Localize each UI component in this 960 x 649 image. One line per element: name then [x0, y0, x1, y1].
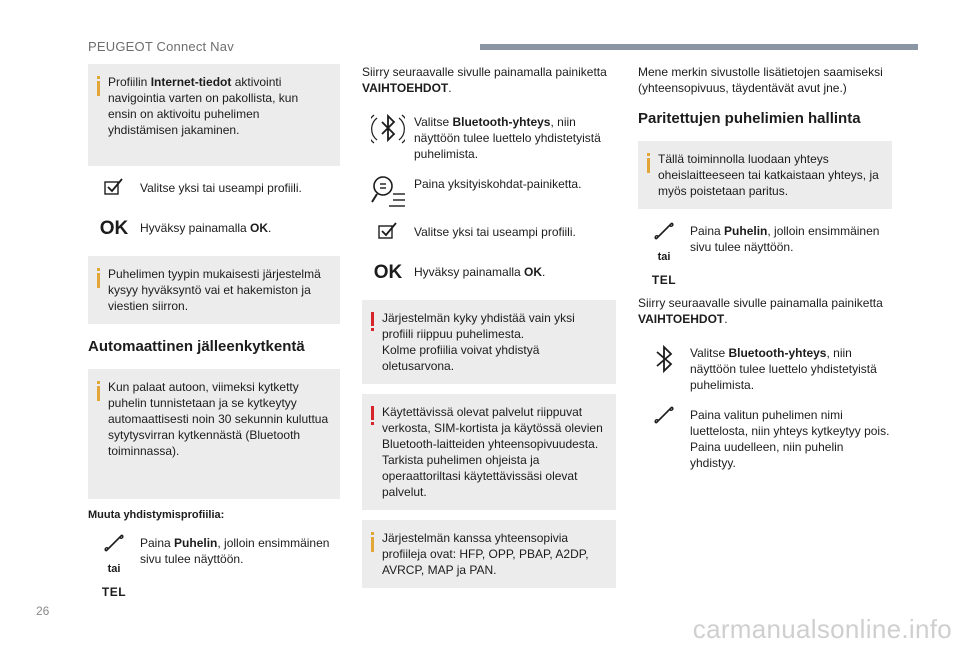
page-header-title: PEUGEOT Connect Nav — [88, 39, 234, 54]
header-bar — [480, 44, 918, 50]
bluetooth-icon — [651, 341, 677, 377]
column-2 — [362, 64, 616, 598]
section-heading-auto-reconnect: Automaattinen jälleenkytkentä — [88, 338, 305, 355]
step-select-profile: Valitse yksi tai useampi profiili. — [88, 176, 340, 206]
tel-button-label: TEL — [101, 585, 127, 599]
step-bluetooth: Valitse Bluetooth-yhteys, niin näyttöön tulee luettelo yhdistetyistä puhelimista. — [362, 110, 616, 162]
step-details: Paina yksityiskohdat-painiketta. — [362, 172, 616, 210]
info-icon — [368, 532, 378, 552]
info-icon — [94, 268, 104, 288]
info-note-pairing: Tällä toiminnolla luodaan yhteys oheislaitteeseen tai katkaistaan yhteys, ja myös poistetaan paritus. — [638, 141, 892, 209]
watermark: carmanualsonline.info — [692, 614, 952, 644]
info-icon — [644, 153, 654, 173]
phone-icon — [102, 531, 126, 555]
warning-icon — [368, 312, 378, 332]
column-3 — [638, 64, 892, 481]
info-icon — [94, 76, 104, 96]
ok-icon: OK — [99, 218, 129, 239]
warning-note-services: Käytettävissä olevat palvelut riippuvat verkosta, SIM-kortista ja käytössä olevien Bluetooth-laitteiden yhteensopivuudesta. Tarkista puhelimen ohjeista ja operaattoriltasi käytettävissäsi olevat palvelut. — [362, 394, 616, 510]
checkbox-icon — [377, 220, 399, 240]
warning-icon — [368, 406, 378, 426]
phone-icon — [652, 403, 676, 427]
phone-icon — [652, 219, 676, 243]
info-note-transfer: Puhelimen tyypin mukaisesti järjestelmä kysyy hyväksyntö vai et hakemiston ja viestien siirron. — [88, 256, 340, 324]
step-select-profile-2: Valitse yksi tai useampi profiili. — [362, 220, 616, 250]
website-intro: Mene merkin sivustolle lisätietojen saamiseksi (yhteensopivuus, täydentävät avut jne.) — [638, 65, 883, 95]
bluetooth-icon — [371, 110, 405, 148]
step-bluetooth-3: Valitse Bluetooth-yhteys, niin näyttöön tulee luettelo yhdistetyistä puhelimista. — [638, 341, 892, 393]
checkbox-icon — [103, 176, 125, 196]
options-intro: Siirry seuraavalle sivulle painamalla painiketta VAIHTOEHDOT. — [362, 65, 607, 95]
info-note-profiles: Järjestelmän kanssa yhteensopivia profiileja ovat: HFP, OPP, PBAP, A2DP, AVRCP, MAP ja PAN. — [362, 520, 616, 588]
options-intro-3: Siirry seuraavalle sivulle painamalla painiketta VAIHTOEHDOT. — [638, 296, 883, 326]
column-1 — [88, 64, 340, 609]
info-note-internet — [88, 64, 340, 166]
section-heading-paired-phones: Paritettujen puhelimien hallinta — [638, 110, 861, 127]
step-press-phone: tai TEL Paina Puhelin, jolloin ensimmäinen sivu tulee näyttöön. — [88, 531, 340, 599]
ok-icon: OK — [373, 262, 403, 283]
tel-button-label: TEL — [651, 273, 677, 287]
step-select-phone: Paina valitun puhelimen nimi luettelosta, niin yhteys kytkeytyy pois. Paina uudelleen, niin puhelin yhdistyy. — [638, 403, 892, 471]
warning-note-profile: Järjestelmän kyky yhdistää vain yksi profiili riippuu puhelimesta. Kolme profiilia voivat yhdistyä oletusarvona. — [362, 300, 616, 384]
step-confirm-ok: OK Hyväksy painamalla OK. — [99, 218, 272, 239]
step-confirm-ok-2: OK Hyväksy painamalla OK. — [373, 262, 546, 283]
page-number: 26 — [36, 604, 50, 618]
step-press-phone-3: tai TEL Paina Puhelin, jolloin ensimmäinen sivu tulee näyttöön. — [638, 219, 892, 287]
note-text: Profiilin Internet-tiedot aktivointi navigointia varten on pakollista, kun ensin on aktivoitu puhelimen yhdistämisen jakaminen. — [108, 75, 299, 137]
info-note-reconnect: Kun palaat autoon, viimeksi kytketty puhelin tunnistetaan ja se kytkeytyy automaattisesti noin 30 sekunnin kuluttua sytytysvirran kytkennästä (Bluetooth toiminnassa). — [88, 369, 340, 499]
details-search-icon — [369, 172, 407, 210]
info-icon — [94, 381, 104, 401]
subheading-change-profile: Muuta yhdistymisprofiilia: — [88, 509, 225, 521]
